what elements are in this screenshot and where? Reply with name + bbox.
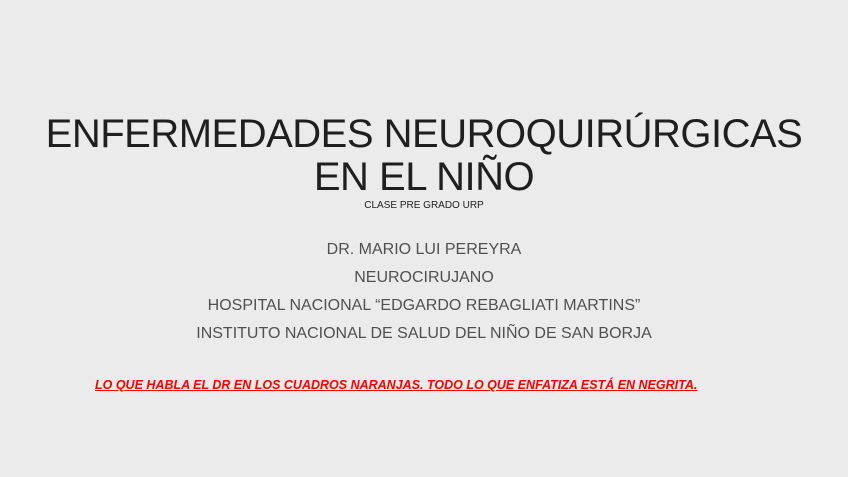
- author-role: NEUROCIRUJANO: [354, 269, 494, 286]
- slide-title-line-1: ENFERMEDADES NEUROQUIRÚRGICAS: [45, 112, 803, 156]
- author-name: DR. MARIO LUI PEREYRA: [326, 241, 522, 258]
- slide-title-line-2: EN EL NIÑO: [313, 155, 535, 199]
- slide-subtitle: CLASE PRE GRADO URP: [364, 200, 484, 211]
- institute-name: INSTITUTO NACIONAL DE SALUD DEL NIÑO DE SAN BORJA: [196, 325, 652, 342]
- highlight-note: LO QUE HABLA EL DR EN LOS CUADROS NARANJAS. TODO LO QUE ENFATIZA ESTÁ EN NEGRITA.: [95, 378, 698, 392]
- hospital-name: HOSPITAL NACIONAL “EDGARDO REBAGLIATI MARTINS”: [207, 297, 641, 314]
